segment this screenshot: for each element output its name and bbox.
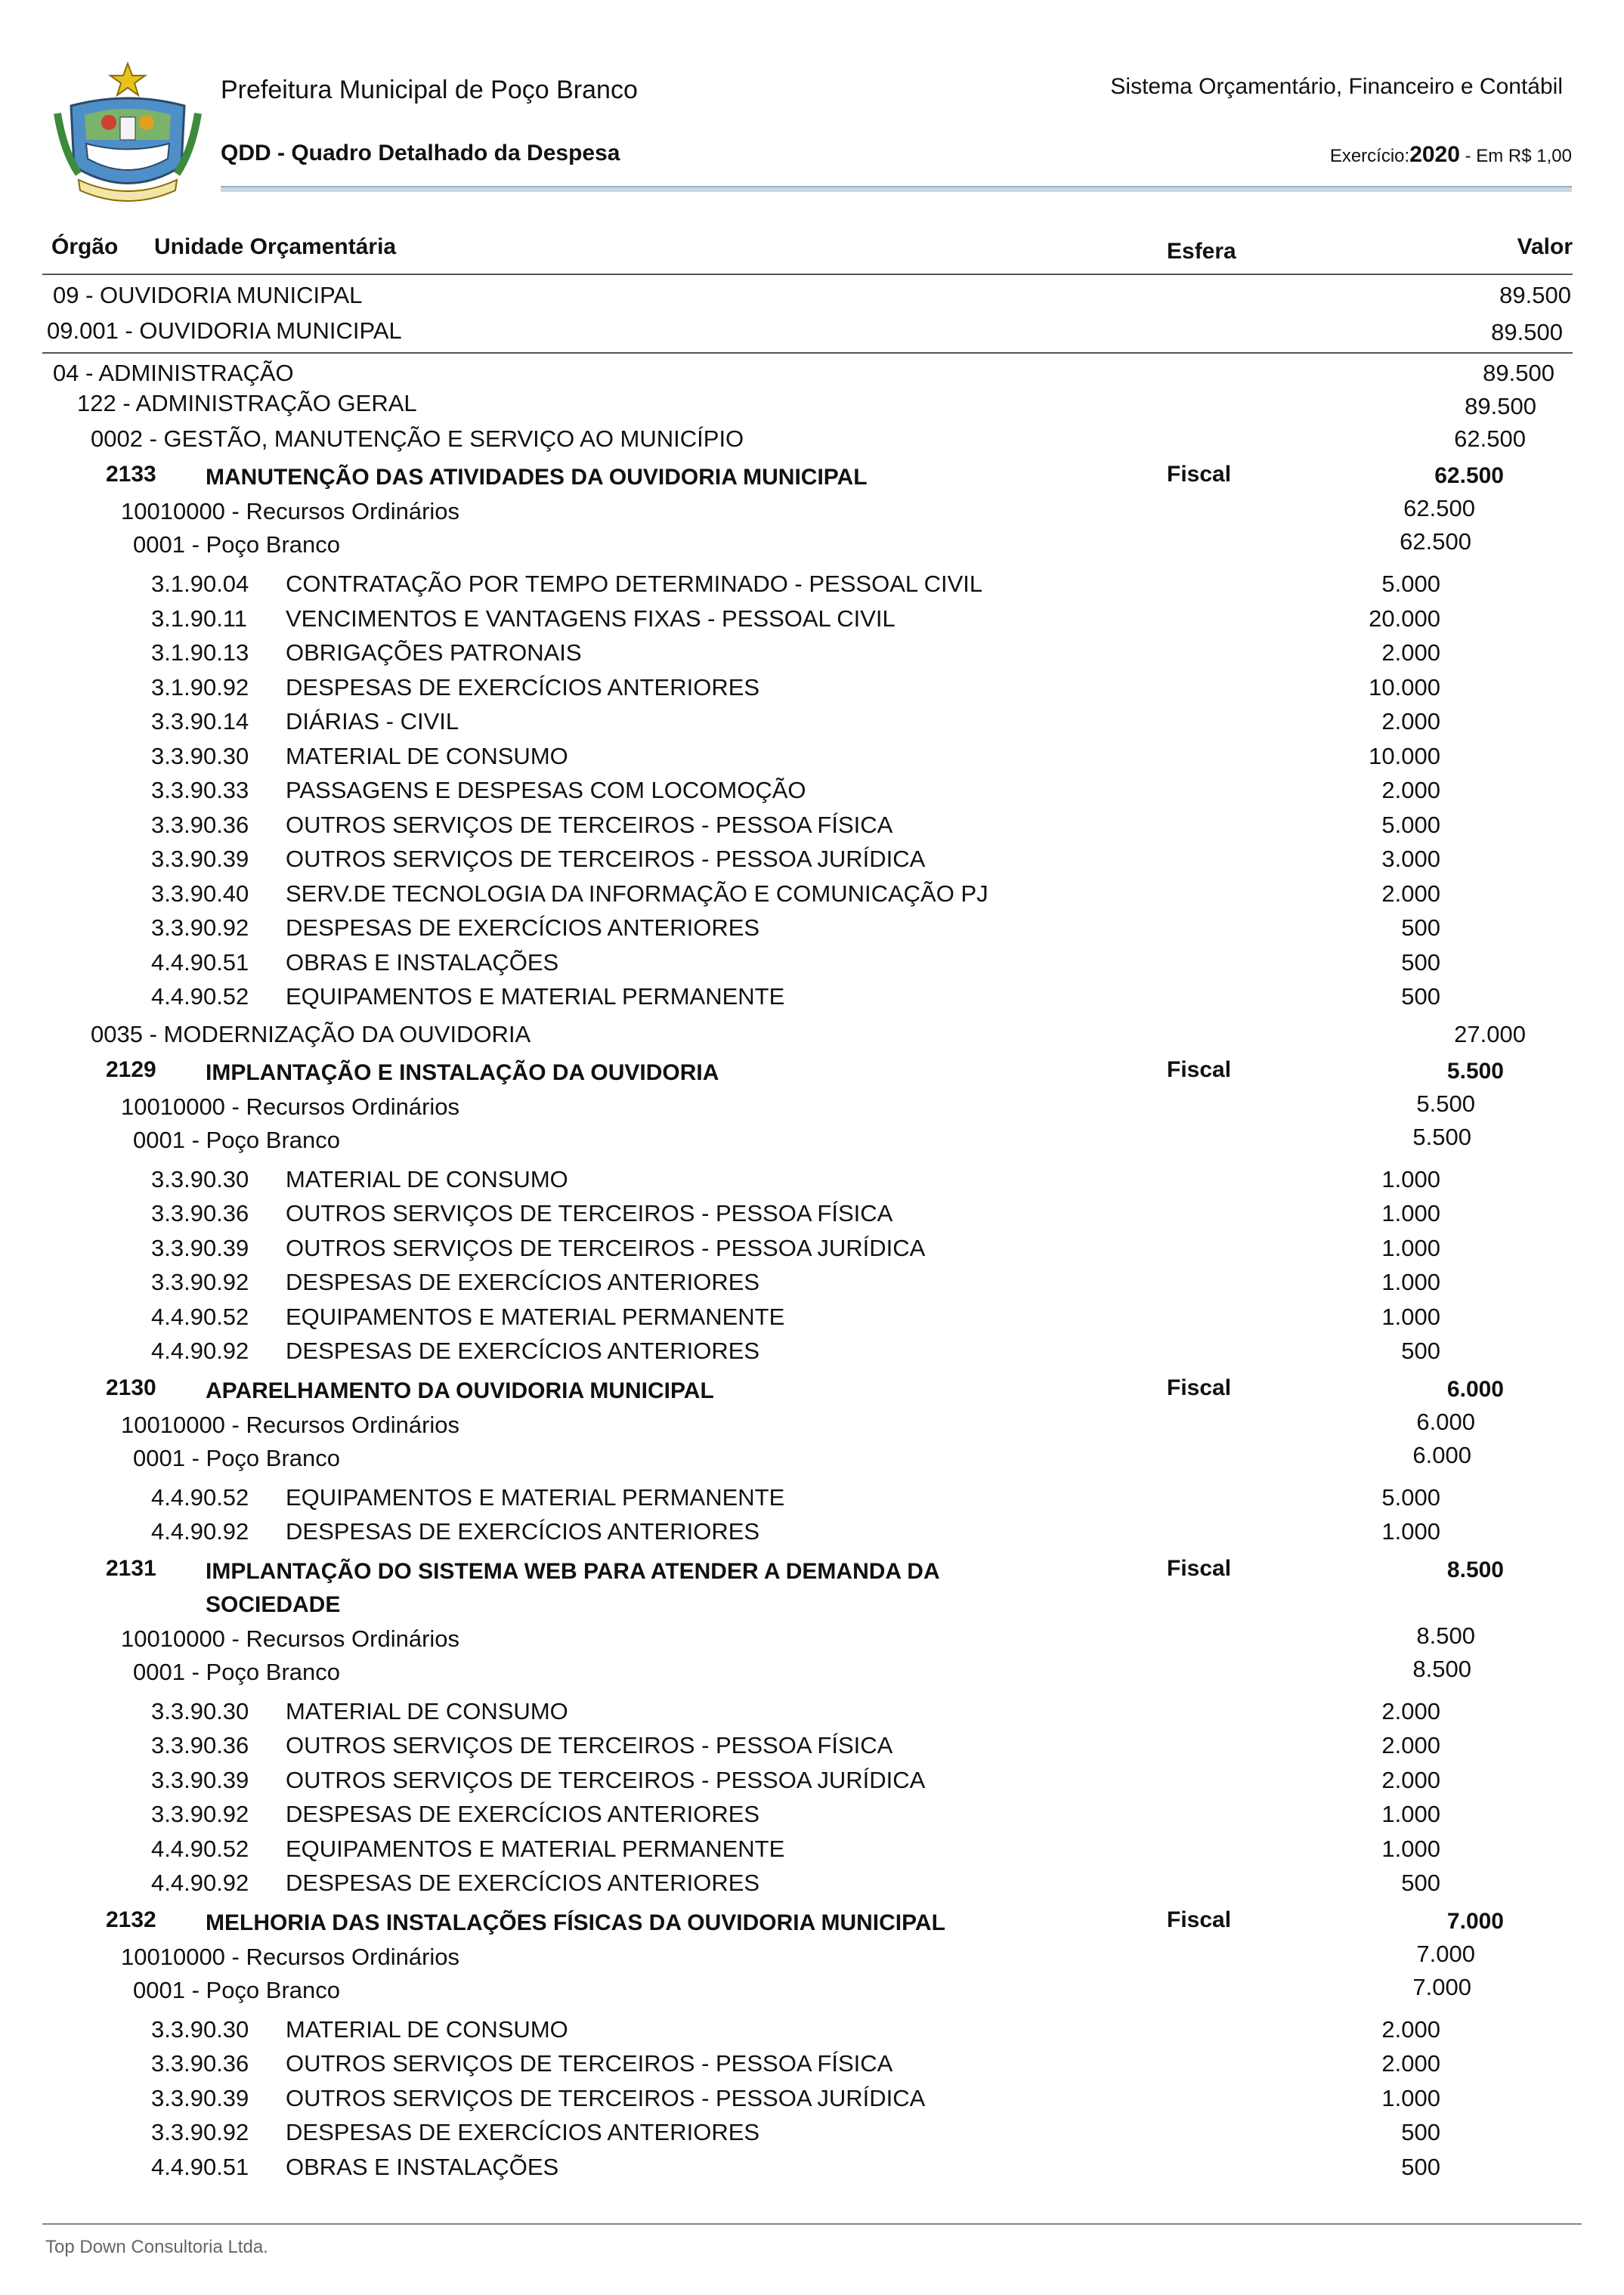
- expense-value: 5.000: [1381, 1483, 1440, 1511]
- expense-value: 1.000: [1381, 1835, 1440, 1862]
- expense-description: EQUIPAMENTOS E MATERIAL PERMANENTE: [286, 1483, 785, 1511]
- expense-code: 3.3.90.36: [151, 811, 249, 838]
- expense-description: OUTROS SERVIÇOS DE TERCEIROS - PESSOA FÍSICA: [286, 811, 893, 838]
- expense-code: 3.1.90.92: [151, 673, 249, 701]
- expense-value: 3.000: [1381, 846, 1440, 872]
- action-title: APARELHAMENTO DA OUVIDORIA MUNICIPAL: [206, 1378, 714, 1403]
- expense-description: DESPESAS DE EXERCÍCIOS ANTERIORES: [286, 914, 760, 941]
- expense-description: PASSAGENS E DESPESAS COM LOCOMOÇÃO: [286, 777, 806, 803]
- expense-value: 1.000: [1381, 1269, 1440, 1295]
- expense-value: 20.000: [1369, 605, 1440, 632]
- expense-value: 500: [1401, 1338, 1440, 1364]
- expense-description: EQUIPAMENTOS E MATERIAL PERMANENTE: [286, 983, 785, 1010]
- resource-value: 7.000: [1416, 1940, 1475, 1967]
- unit-label: 0001 - Poço Branco: [133, 1658, 341, 1685]
- action-title: IMPLANTAÇÃO E INSTALAÇÃO DA OUVIDORIA: [206, 1059, 719, 1085]
- exercise-label: Exercício:: [1329, 146, 1410, 166]
- unidade-rule: [42, 352, 1573, 354]
- resource-value: 6.000: [1416, 1408, 1475, 1435]
- unidade-label: 09.001 - OUVIDORIA MUNICIPAL: [47, 317, 402, 344]
- expense-description: MATERIAL DE CONSUMO: [286, 2015, 568, 2043]
- expense-value: 1.000: [1381, 1801, 1440, 1827]
- resource-value: 8.500: [1416, 1622, 1475, 1649]
- subfuncao-value: 89.500: [1465, 393, 1536, 419]
- expense-description: MATERIAL DE CONSUMO: [286, 1697, 568, 1724]
- expense-description: CONTRATAÇÃO POR TEMPO DETERMINADO - PESSOAL CIVIL: [286, 571, 983, 597]
- expense-description: OUTROS SERVIÇOS DE TERCEIROS - PESSOA FÍSICA: [286, 1732, 893, 1758]
- action-value: 5.500: [1446, 1058, 1504, 1084]
- expense-description: DESPESAS DE EXERCÍCIOS ANTERIORES: [286, 1269, 760, 1295]
- expense-value: 1.000: [1381, 2084, 1440, 2111]
- unit-value: 7.000: [1412, 1973, 1471, 2000]
- expense-value: 500: [1401, 983, 1440, 1010]
- action-title: SOCIEDADE: [206, 1591, 341, 1617]
- program-label: 0035 - MODERNIZAÇÃO DA OUVIDORIA: [91, 1020, 531, 1047]
- expense-code: 3.1.90.11: [151, 605, 247, 632]
- expense-code: 4.4.90.92: [151, 1518, 249, 1545]
- expense-value: 2.000: [1381, 1766, 1440, 1793]
- program-value: 62.500: [1454, 425, 1526, 452]
- expense-description: DESPESAS DE EXERCÍCIOS ANTERIORES: [286, 1338, 760, 1364]
- expense-code: 4.4.90.52: [151, 1483, 249, 1511]
- expense-value: 500: [1401, 1870, 1440, 1896]
- expense-description: SERV.DE TECNOLOGIA DA INFORMAÇÃO E COMUNICAÇÃO PJ: [286, 880, 988, 907]
- expense-code: 3.3.90.40: [151, 880, 249, 907]
- expense-description: EQUIPAMENTOS E MATERIAL PERMANENTE: [286, 1303, 785, 1330]
- expense-value: 2.000: [1381, 880, 1440, 907]
- expense-description: OBRAS E INSTALAÇÕES: [286, 2153, 559, 2180]
- expense-value: 500: [1401, 948, 1440, 976]
- resource-label: 10010000 - Recursos Ordinários: [121, 498, 460, 524]
- expense-code: 4.4.90.51: [151, 948, 249, 976]
- action-title: MANUTENÇÃO DAS ATIVIDADES DA OUVIDORIA MUNICIPAL: [206, 465, 868, 490]
- funcao-value: 89.500: [1483, 360, 1554, 386]
- expense-code: 3.3.90.39: [151, 1234, 249, 1261]
- expense-value: 2.000: [1381, 639, 1440, 666]
- expense-code: 3.3.90.39: [151, 1766, 249, 1793]
- action-value: 8.500: [1446, 1557, 1504, 1582]
- expense-code: 3.3.90.33: [151, 777, 249, 803]
- expense-code: 3.3.90.30: [151, 742, 249, 769]
- column-header-valor: Valor: [1517, 234, 1573, 259]
- expense-code: 4.4.90.51: [151, 2153, 249, 2180]
- expense-description: OBRAS E INSTALAÇÕES: [286, 948, 559, 976]
- expense-description: DESPESAS DE EXERCÍCIOS ANTERIORES: [286, 2119, 760, 2145]
- system-name: Sistema Orçamentário, Financeiro e Contábil: [1110, 74, 1563, 99]
- municipality-name: Prefeitura Municipal de Poço Branco: [221, 76, 638, 104]
- action-code: 2132: [106, 1907, 156, 1932]
- unit-value: 5.500: [1412, 1123, 1471, 1150]
- expense-code: 3.3.90.36: [151, 1732, 249, 1758]
- expense-value: 2.000: [1381, 1697, 1440, 1724]
- expense-code: 3.3.90.36: [151, 1200, 249, 1226]
- footer-company: Top Down Consultoria Ltda.: [45, 2237, 268, 2257]
- expense-value: 10.000: [1369, 742, 1440, 769]
- expense-code: 3.3.90.39: [151, 846, 249, 872]
- expense-description: DESPESAS DE EXERCÍCIOS ANTERIORES: [286, 1801, 760, 1827]
- action-code: 2133: [106, 462, 156, 487]
- action-code: 2131: [106, 1555, 156, 1581]
- expense-code: 3.3.90.30: [151, 1697, 249, 1724]
- column-header-unidade: Unidade Orçamentária: [154, 234, 397, 259]
- action-esfera: Fiscal: [1167, 1056, 1232, 1082]
- document-title: QDD - Quadro Detalhado da Despesa: [221, 141, 620, 165]
- municipal-coat-of-arms-logo: [48, 60, 207, 204]
- expense-value: 5.000: [1381, 571, 1440, 597]
- expense-value: 2.000: [1381, 2015, 1440, 2043]
- action-value: 6.000: [1446, 1376, 1504, 1402]
- expense-description: OUTROS SERVIÇOS DE TERCEIROS - PESSOA JURÍDICA: [286, 1234, 926, 1261]
- expense-code: 4.4.90.52: [151, 1303, 249, 1330]
- action-esfera: Fiscal: [1167, 1907, 1232, 1932]
- resource-value: 5.500: [1416, 1090, 1475, 1117]
- action-esfera: Fiscal: [1167, 1555, 1232, 1581]
- expense-value: 10.000: [1369, 673, 1440, 701]
- expense-value: 1.000: [1381, 1234, 1440, 1261]
- exercise-year: 2020: [1409, 142, 1460, 167]
- expense-code: 3.3.90.92: [151, 1269, 249, 1295]
- expense-description: OBRIGAÇÕES PATRONAIS: [286, 639, 582, 666]
- expense-code: 3.3.90.36: [151, 2050, 249, 2077]
- unit-value: 8.500: [1412, 1655, 1471, 1682]
- expense-code: 3.3.90.92: [151, 914, 249, 941]
- expense-code: 3.3.90.39: [151, 2084, 249, 2111]
- expense-value: 2.000: [1381, 777, 1440, 803]
- expense-code: 4.4.90.92: [151, 1338, 249, 1364]
- expense-code: 3.3.90.92: [151, 2119, 249, 2145]
- expense-code: 3.3.90.30: [151, 2015, 249, 2043]
- subfuncao-label: 122 - ADMINISTRAÇÃO GERAL: [77, 390, 417, 416]
- unit-label: 0001 - Poço Branco: [133, 531, 341, 558]
- expense-value: 500: [1401, 2153, 1440, 2180]
- action-title: IMPLANTAÇÃO DO SISTEMA WEB PARA ATENDER A DEMANDA DA: [206, 1558, 940, 1584]
- expense-description: DESPESAS DE EXERCÍCIOS ANTERIORES: [286, 673, 760, 701]
- expense-value: 1.000: [1381, 1165, 1440, 1192]
- expense-code: 3.3.90.30: [151, 1165, 249, 1192]
- funcao-label: 04 - ADMINISTRAÇÃO: [53, 360, 294, 386]
- expense-value: 2.000: [1381, 708, 1440, 735]
- expense-code: 4.4.90.52: [151, 983, 249, 1010]
- column-header-rule: [42, 274, 1573, 275]
- expense-code: 4.4.90.52: [151, 1835, 249, 1862]
- expense-description: OUTROS SERVIÇOS DE TERCEIROS - PESSOA JURÍDICA: [286, 846, 926, 872]
- exercise-info: [1330, 144, 1572, 166]
- resource-value: 62.500: [1403, 495, 1475, 521]
- expense-description: VENCIMENTOS E VANTAGENS FIXAS - PESSOAL CIVIL: [286, 605, 896, 632]
- expense-code: 3.1.90.13: [151, 639, 249, 666]
- expense-description: DESPESAS DE EXERCÍCIOS ANTERIORES: [286, 1870, 760, 1896]
- expense-value: 1.000: [1381, 1303, 1440, 1330]
- expense-description: MATERIAL DE CONSUMO: [286, 742, 568, 769]
- unit-label: 0001 - Poço Branco: [133, 1126, 341, 1153]
- expense-value: 1.000: [1381, 1518, 1440, 1545]
- expense-value: 1.000: [1381, 1200, 1440, 1226]
- action-code: 2130: [106, 1375, 156, 1400]
- footer-divider: [42, 2223, 1582, 2225]
- column-header-orgao: Órgão: [51, 234, 119, 259]
- unidade-value: 89.500: [1491, 319, 1563, 345]
- expense-description: OUTROS SERVIÇOS DE TERCEIROS - PESSOA FÍSICA: [286, 2050, 893, 2077]
- expense-code: 4.4.90.92: [151, 1870, 249, 1896]
- currency-unit: - Em R$ 1,00: [1459, 146, 1572, 166]
- expense-description: OUTROS SERVIÇOS DE TERCEIROS - PESSOA JURÍDICA: [286, 1766, 926, 1793]
- expense-value: 2.000: [1381, 1732, 1440, 1758]
- header-divider: [221, 186, 1572, 192]
- action-code: 2129: [106, 1056, 156, 1082]
- expense-description: DIÁRIAS - CIVIL: [286, 708, 459, 735]
- expense-code: 3.1.90.04: [151, 571, 249, 597]
- resource-label: 10010000 - Recursos Ordinários: [121, 1411, 460, 1438]
- action-esfera: Fiscal: [1167, 462, 1232, 487]
- expense-description: OUTROS SERVIÇOS DE TERCEIROS - PESSOA JURÍDICA: [286, 2084, 926, 2111]
- orgao-value: 89.500: [1499, 282, 1571, 308]
- program-value: 27.000: [1454, 1020, 1526, 1047]
- expense-description: OUTROS SERVIÇOS DE TERCEIROS - PESSOA FÍSICA: [286, 1200, 893, 1226]
- expense-description: EQUIPAMENTOS E MATERIAL PERMANENTE: [286, 1835, 785, 1862]
- action-value: 62.500: [1434, 463, 1504, 488]
- expense-code: 3.3.90.14: [151, 708, 249, 735]
- expense-code: 3.3.90.92: [151, 1801, 249, 1827]
- expense-value: 5.000: [1381, 811, 1440, 838]
- action-esfera: Fiscal: [1167, 1375, 1232, 1400]
- action-title: MELHORIA DAS INSTALAÇÕES FÍSICAS DA OUVIDORIA MUNICIPAL: [206, 1910, 945, 1935]
- expense-value: 500: [1401, 914, 1440, 941]
- resource-label: 10010000 - Recursos Ordinários: [121, 1625, 460, 1652]
- expense-description: MATERIAL DE CONSUMO: [286, 1165, 568, 1192]
- unit-label: 0001 - Poço Branco: [133, 1976, 341, 2003]
- expense-value: 500: [1401, 2119, 1440, 2145]
- resource-label: 10010000 - Recursos Ordinários: [121, 1093, 460, 1120]
- unit-value: 62.500: [1400, 528, 1471, 555]
- expense-value: 2.000: [1381, 2050, 1440, 2077]
- column-header-esfera: Esfera: [1167, 239, 1236, 264]
- program-label: 0002 - GESTÃO, MANUTENÇÃO E SERVIÇO AO MUNICÍPIO: [91, 425, 744, 452]
- unit-value: 6.000: [1412, 1441, 1471, 1468]
- resource-label: 10010000 - Recursos Ordinários: [121, 1943, 460, 1970]
- action-value: 7.000: [1446, 1908, 1504, 1934]
- orgao-label: 09 - OUVIDORIA MUNICIPAL: [53, 282, 363, 308]
- expense-description: DESPESAS DE EXERCÍCIOS ANTERIORES: [286, 1518, 760, 1545]
- unit-label: 0001 - Poço Branco: [133, 1444, 341, 1471]
